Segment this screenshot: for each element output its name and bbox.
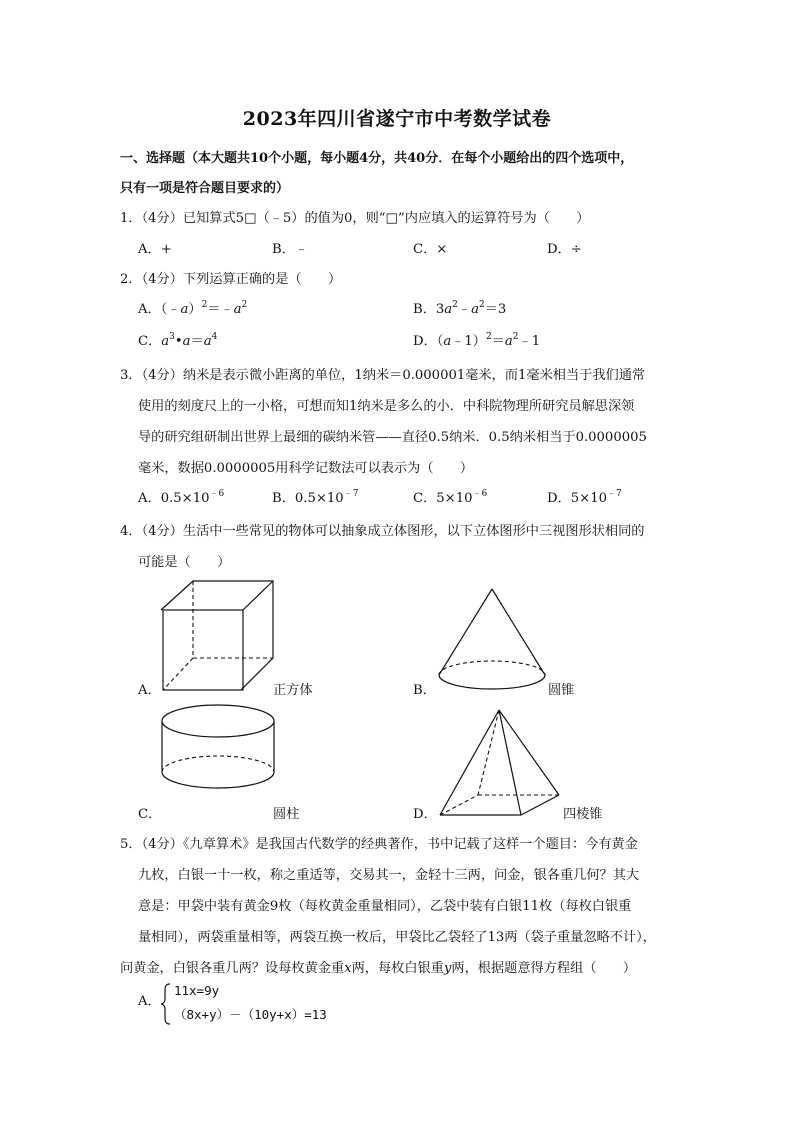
question-5-line4: 量相同），两袋重量相等，两袋互换一枚后，甲袋比乙袋轻了13两（袋子重量忽略不计）， <box>138 930 656 945</box>
q1-option-d: D．÷ <box>547 242 582 257</box>
question-2-stem: 2．（4分）下列运算正确的是（ ） <box>120 272 342 287</box>
question-5-line5: 问黄金，白银各重几两？设每枚黄金重x两，每枚白银重y两，根据题意得方程组（ ） <box>120 961 637 976</box>
question-5-line3: 意是：甲袋中装有黄金9枚（每枚黄金重量相同），乙袋中装有白银11枚（每枚白银重 <box>138 899 632 914</box>
q1-option-c: C．× <box>413 242 448 257</box>
q5-option-a-equation-2: （8x+y）－（10y+x）=13 <box>174 1007 327 1022</box>
q1-option-b: B．﹣ <box>272 242 309 257</box>
question-3-line4: 毫米，数据0.0000005用科学记数法可以表示为（ ） <box>138 461 474 476</box>
cube-figure <box>160 578 275 693</box>
question-4-line1: 4．（4分）生活中一些常见的物体可以抽象成立体图形，以下立体图形中三视图形状相同的 <box>120 524 645 539</box>
question-3-line3: 导的研究组研制出世界上最细的碳纳米管——直径0.5纳米．0.5纳米相当于0.0000005 <box>138 430 647 445</box>
q4-option-c-name: 圆柱 <box>273 807 300 822</box>
q3-option-c: C．$5\times 10^{﹣6}$ <box>413 489 488 506</box>
q2-option-d: D．$(a﹣1)^2=a^2﹣1$ <box>413 332 541 349</box>
q5-option-a-label: A． <box>138 994 161 1009</box>
q5-option-a-equation-1: 11x=9y <box>174 983 220 998</box>
q4-option-b-label: B． <box>413 683 436 698</box>
q1-option-a: A．+ <box>138 242 172 257</box>
q4-option-a-label: A． <box>138 683 161 698</box>
q4-option-d-label: D． <box>413 807 437 822</box>
question-5-line2: 九枚，白银一十一枚，称之重适等，交易其一，金轻十三两，问金，银各重几何？其大 <box>138 868 640 883</box>
q3-option-b: B．$0.5\times 10^{﹣7}$ <box>272 489 359 506</box>
section-heading-line1: 一、选择题（本大题共10个小题，每小题4分，共40分．在每个小题给出的四个选项中， <box>120 151 634 166</box>
question-5-line1: 5．（4分）《九章算术》是我国古代数学的经典著作，书中记载了这样一个题目：今有黄金 <box>120 837 638 852</box>
section-heading-line2: 只有一项是符合题目要求的） <box>120 181 290 196</box>
q2-option-c: C．$a^3•a=a^4$ <box>138 332 218 349</box>
cylinder-figure <box>160 703 278 791</box>
cube-front-face <box>163 610 243 690</box>
question-3-line1: 3．（4分）纳米是表示微小距离的单位，1纳米＝0.000001毫米，而1毫米相当于我们通常 <box>120 368 646 383</box>
q2-option-a: A．$(﹣a)^2=﹣a^2$ <box>138 300 248 317</box>
q4-option-b-name: 圆锥 <box>548 683 575 698</box>
square-pyramid-figure <box>438 707 562 819</box>
page-title: 2023年四川省遂宁市中考数学试卷 <box>242 108 552 130</box>
equation-brace <box>160 983 172 1029</box>
question-4-line2: 可能是（ ） <box>138 555 231 570</box>
cube-hidden-diagonal <box>163 658 193 690</box>
question-1-stem: 1．（4分）已知算式5□（﹣5）的值为0，则“□”内应填入的运算符号为（ ） <box>120 211 590 226</box>
cube-top-right-edge <box>243 581 273 610</box>
q2-option-b: B．$3a^2﹣a^2=3$ <box>413 300 507 317</box>
q3-option-d: D．$5\times 10^{﹣7}$ <box>547 489 622 506</box>
cone-figure <box>437 586 549 692</box>
q4-option-d-name: 四棱锥 <box>563 807 603 822</box>
q3-option-a: A．$0.5\times 10^{﹣6}$ <box>138 489 225 506</box>
question-3-line2: 使用的刻度尺上的一小格，可想而知1纳米是多么的小．中科院物理所研究员解思深领 <box>138 399 635 414</box>
q4-option-c-label: C． <box>138 807 162 822</box>
q4-option-a-name: 正方体 <box>273 683 313 698</box>
